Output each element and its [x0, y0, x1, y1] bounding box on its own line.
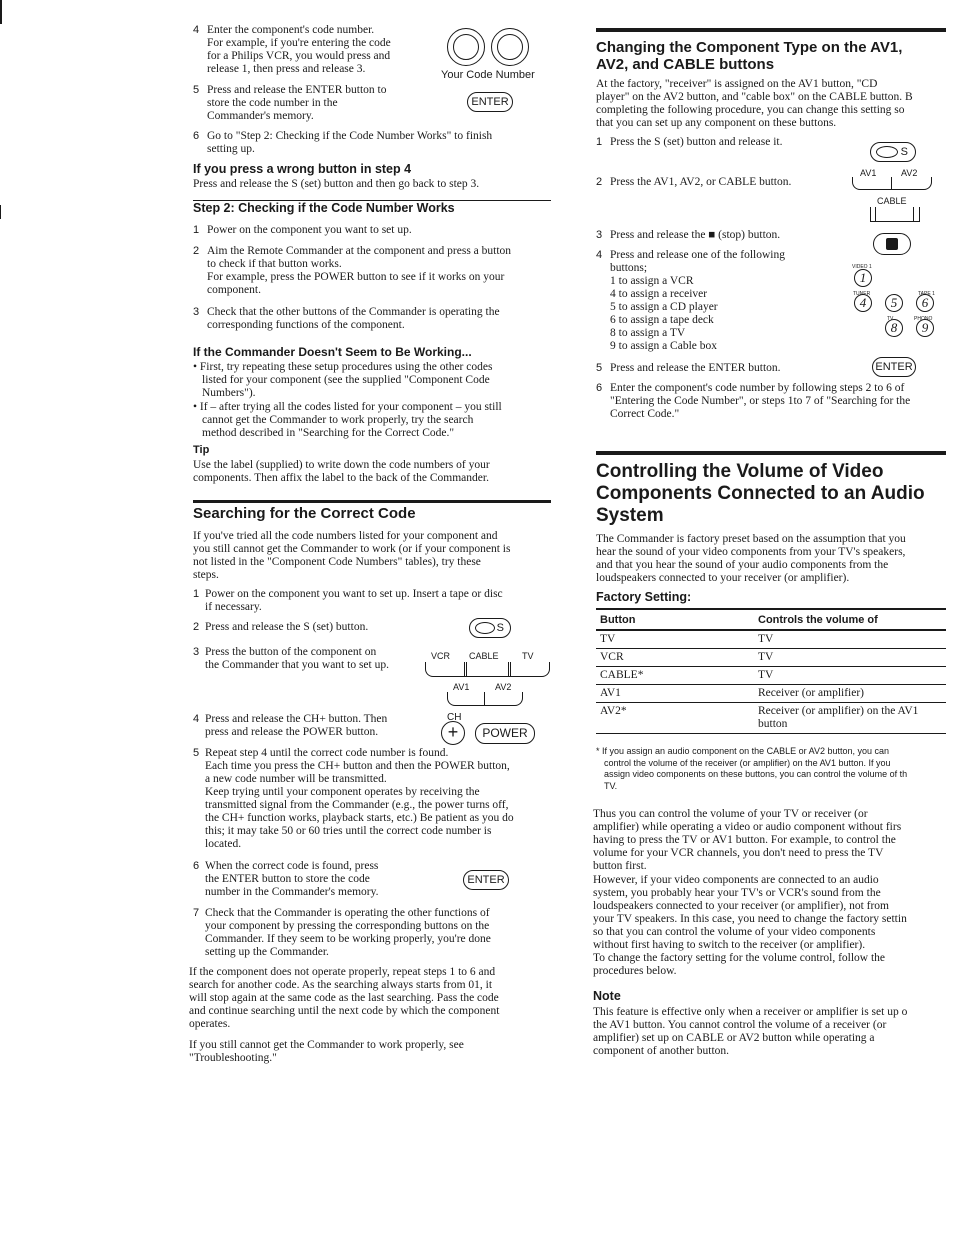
stop-button-icon	[873, 233, 911, 255]
phono-label: PHONO	[914, 316, 933, 322]
digit-9-key-icon: 9	[916, 319, 934, 337]
factory-setting-table	[596, 612, 946, 734]
step-number: 1	[193, 224, 200, 236]
step-text: Power on the component you want to set up. Insert a tape or disc if necessary.	[205, 588, 503, 613]
table-row	[596, 649, 946, 667]
step-number: 6	[193, 130, 200, 142]
av-buttons-icon	[447, 692, 523, 706]
av2-label: AV2	[901, 168, 918, 178]
step-number: 2	[193, 245, 200, 257]
controls-cell: TV	[754, 630, 946, 649]
av1-label: AV1	[453, 682, 470, 692]
stop-square-icon	[886, 238, 898, 250]
step-text: Enter the component's code number by following steps 2 to 6 of "Entering the Code Number", or steps 1to 7 of "Searching for the Correct Code."	[610, 382, 911, 420]
not-working-heading: If the Commander Doesn't Seem to Be Working...	[193, 345, 472, 359]
table-row	[596, 630, 946, 649]
tv-label: TV	[522, 651, 534, 661]
step-number: 1	[193, 588, 200, 600]
tuner-label: TUNER	[853, 291, 871, 297]
your-code-number-label: Your Code Number	[441, 69, 535, 81]
change-factory-paragraph: To change the factory setting for the volume control, follow the procedures below.	[593, 952, 886, 977]
button-cell: CABLE*	[596, 667, 754, 685]
note-heading: Note	[593, 989, 621, 1003]
set-button-ring-icon	[876, 146, 898, 158]
cable-label: CABLE	[469, 651, 499, 661]
wrong-button-heading: If you press a wrong button in step 4	[193, 162, 412, 176]
step-text: Press the AV1, AV2, or CABLE button.	[610, 176, 792, 188]
digit-1-key-icon: 1	[854, 269, 872, 287]
factory-setting-heading: Factory Setting:	[596, 590, 692, 604]
step-text: Press and release the S (set) button.	[205, 621, 369, 633]
button-cell: VCR	[596, 649, 754, 667]
digit-4-key-icon: 4	[854, 294, 872, 312]
step-number: 4	[193, 24, 200, 36]
tip-text: Use the label (supplied) to write down the code numbers of your components. Then affix the label to the back of the Commander.	[193, 459, 490, 484]
button-column-header: Button	[596, 612, 754, 630]
step-text: Aim the Remote Commander at the component and press a button to check if that button works. For example, press the POWER button to see if it works on your component.	[207, 245, 512, 296]
section-rule	[596, 451, 946, 455]
controls-cell: TV	[754, 667, 946, 685]
left-column	[189, 24, 558, 1074]
step-text: Press and release the ENTER button.	[610, 362, 781, 374]
set-button-icon: S	[870, 142, 916, 162]
step-number: 4	[596, 249, 603, 261]
button-cell: AV2*	[596, 703, 754, 734]
enter-button-icon: ENTER	[463, 870, 509, 890]
button-cell: TV	[596, 630, 754, 649]
component-buttons-icon	[425, 662, 550, 677]
not-working-bullet: • First, try repeating these setup procedures using the other codes listed for your component (see the supplied "Component Code Numbers").	[193, 361, 493, 399]
tip-heading: Tip	[193, 444, 210, 456]
table-row	[596, 703, 946, 734]
wrong-button-text: Press and release the S (set) button and then go back to step 3.	[193, 178, 480, 190]
not-working-bullet: • If – after trying all the codes listed for your component – you still cannot get the Commander to work properly, try the search method described in "Searching for the Correct Code."	[193, 401, 502, 439]
step2-heading: Step 2: Checking if the Code Number Works	[193, 201, 455, 215]
section-rule	[596, 28, 946, 32]
table-header-row	[596, 612, 946, 630]
step-number: 2	[596, 176, 603, 188]
step-text: Go to "Step 2: Checking if the Code Number Works" to finish setting up.	[207, 130, 493, 155]
video1-label: VIDEO 1	[852, 264, 872, 270]
search-heading: Searching for the Correct Code	[193, 505, 416, 522]
power-button-icon: POWER	[475, 723, 535, 744]
right-column	[593, 28, 948, 1068]
thus-paragraph: Thus you can control the volume of your TV or receiver (or amplifier) while operating a video or audio component without firs having to press the TV or AV1 button. For example, to control the volume for your VCR channels, you don't need to press the TV button first.	[593, 808, 902, 872]
step-number: 5	[596, 362, 603, 374]
step-text: Press and release the ENTER button to store the code number in the Commander's memory.	[207, 84, 387, 122]
av2-label: AV2	[495, 682, 512, 692]
troubleshooting-paragraph: If you still cannot get the Commander to work properly, see "Troubleshooting."	[189, 1039, 464, 1064]
controls-cell: Receiver (or amplifier) on the AV1 button	[754, 703, 946, 734]
step-text: Press and release the CH+ button. Then press and release the POWER button.	[205, 713, 388, 738]
controls-column-header: Controls the volume of	[754, 612, 946, 630]
vcr-label: VCR	[431, 651, 451, 661]
av-buttons-icon	[852, 177, 932, 190]
cable-label: CABLE	[877, 196, 907, 206]
button-cell: AV1	[596, 685, 754, 703]
step-number: 4	[193, 713, 200, 725]
retry-paragraph: If the component does not operate properly, repeat steps 1 to 6 and search for another code. As the searching always starts from 01, it will stop again at the same code as the last searching. Pass the code and continue searching until the next code by which the component operates.	[189, 966, 500, 1030]
step-text: Repeat step 4 until the correct code number is found. Each time you press the CH+ button and then the POWER button, a new code number will be transmitted. Keep trying until your component operates by receiving the transmitted signal from the Commander (e.g., the power turns off, the CH+ function works, playback starts, etc.) Be patient as you do this; it may take 50 or 60 tries until the correct code number is located.	[205, 747, 514, 850]
section-rule	[193, 500, 551, 503]
set-button-ring-icon	[475, 622, 495, 634]
step-number: 5	[193, 747, 200, 759]
cable-button-icon	[870, 207, 920, 222]
step-text: Press the S (set) button and release it.	[610, 136, 783, 148]
set-button-icon: S	[469, 618, 511, 638]
enter-button-icon: ENTER	[467, 92, 513, 112]
tv-small-label: TV	[887, 316, 894, 322]
enter-button-icon: ENTER	[872, 357, 916, 377]
table-footnote: * If you assign an audio component on the CABLE or AV2 button, you can control the volume of the receiver (or amplifier) on the AV1 button. If you assign video components on these buttons, you can control the volume of th TV.	[596, 746, 908, 791]
step-text: Check that the Commander is operating the other functions of your component by pressing the corresponding buttons on the Commander. If they seem to be working properly, you're done setting up the Commander.	[205, 907, 491, 958]
step-text: Press and release one of the following buttons; 1 to assign a VCR 4 to assign a receiver 5 to assign a CD player 6 to assign a tape deck 8 to assign a TV 9 to assign a Cable box	[610, 249, 786, 352]
step-number: 2	[193, 621, 200, 633]
step-number: 5	[193, 84, 200, 96]
however-paragraph: However, if your video components are connected to an audio system, you probably hear your TV's or VCR's sound from the loudspeakers connected to your receiver (or amplifier), not from your TV speakers. In this case, you need to change the factory settin so that you can control the volume of your video components without first having to switch to the receiver (or amplifier).	[593, 874, 907, 951]
ch-label: CH	[447, 712, 462, 723]
av1-label: AV1	[860, 168, 877, 178]
table-top-rule	[596, 608, 946, 610]
step-number: 3	[193, 306, 200, 318]
search-intro: If you've tried all the code numbers listed for your component and you still cannot get the Commander to work (or if your component is not listed in the "Component Code Numbers" tables), try these steps.	[193, 530, 511, 581]
controls-cell: Receiver (or amplifier)	[754, 685, 946, 703]
step-number: 7	[193, 907, 200, 919]
code-digit-ring-icon	[447, 28, 485, 66]
volume-heading: Controlling the Volume of Video Components Connected to an Audio System	[596, 461, 925, 526]
digit-6-key-icon: 6	[916, 294, 934, 312]
step-number: 6	[596, 382, 603, 394]
step-number: 6	[193, 860, 200, 872]
step-text: Check that the other buttons of the Commander is operating the corresponding functions of the component.	[207, 306, 500, 331]
step-text: Power on the component you want to set up.	[207, 224, 412, 236]
step-number: 3	[596, 229, 603, 241]
code-digit-ring-icon	[491, 28, 529, 66]
volume-intro: The Commander is factory preset based on the assumption that you hear the sound of your video components from your TV's speakers, and that you hear the sound of your audio components from the loudspeakers connected to your receiver (or amplifier).	[596, 533, 906, 584]
step-text: When the correct code is found, press the ENTER button to store the code number in the Commander's memory.	[205, 860, 379, 898]
page-edge-mark	[0, 205, 1, 219]
note-text: This feature is effective only when a receiver or amplifier is set up o the AV1 button. You cannot control the volume of a receiver (or amplifier) set up on CABLE or AV2 button while operating a component of another button.	[593, 1006, 908, 1057]
step-number: 3	[193, 646, 200, 658]
digit-8-key-icon: 8	[885, 319, 903, 337]
controls-cell: TV	[754, 649, 946, 667]
step-text: Press and release the ■ (stop) button.	[610, 229, 781, 241]
change-type-intro: At the factory, "receiver" is assigned on the AV1 button, "CD player" on the AV2 button, and "cable box" on the CABLE button. B completing the following procedure, you can change this setting so that you can set up any component on these buttons.	[596, 78, 913, 129]
tape1-label: TAPE 1	[918, 291, 935, 297]
ch-plus-button-icon: +	[441, 721, 465, 745]
table-row	[596, 667, 946, 685]
table-row	[596, 685, 946, 703]
step-text: Enter the component's code number. For example, if you're entering the code for a Philips VCR, you would press and release 1, then press and release 3.	[207, 24, 391, 75]
change-type-heading: Changing the Component Type on the AV1, AV2, and CABLE buttons	[596, 39, 903, 73]
step-number: 1	[596, 136, 603, 148]
page-edge-mark	[0, 0, 2, 24]
digit-5-key-icon: 5	[885, 294, 903, 312]
step-text: Press the button of the component on the Commander that you want to set up.	[205, 646, 389, 671]
